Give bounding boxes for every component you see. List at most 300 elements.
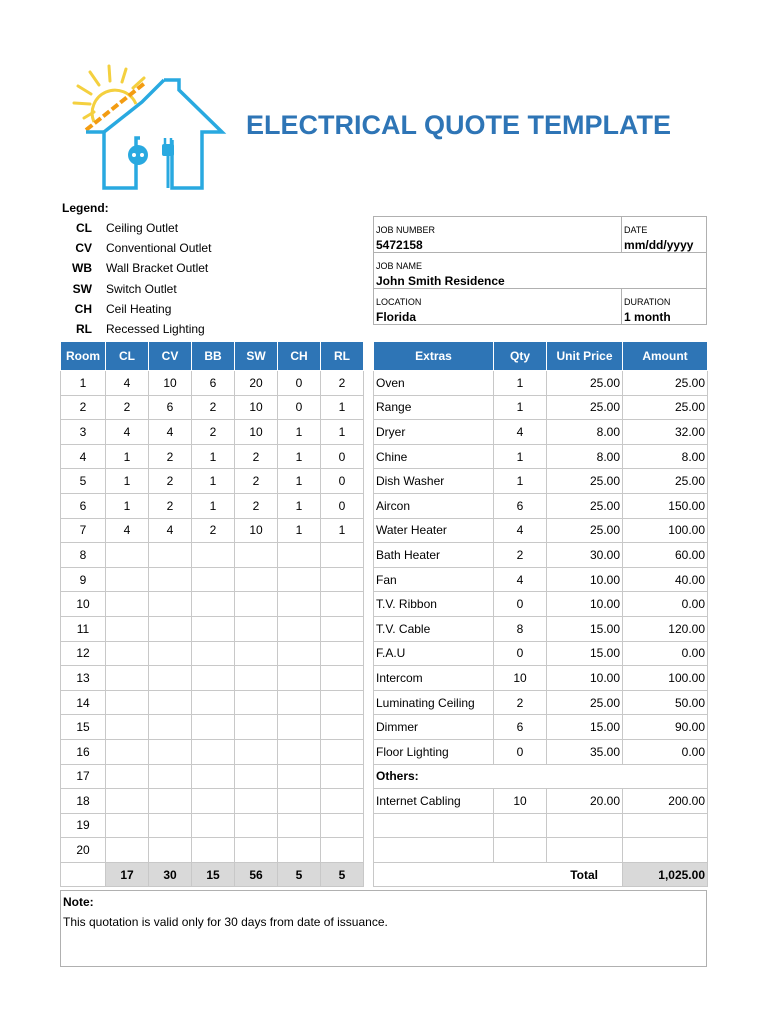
column-header: CH: [278, 342, 321, 371]
room-number-cell: 13: [61, 666, 106, 691]
legend-item: [62, 299, 211, 319]
column-header: CV: [149, 342, 192, 371]
count-cell[interactable]: [278, 764, 321, 789]
count-cell[interactable]: 2: [192, 395, 235, 420]
count-cell[interactable]: [321, 715, 364, 740]
count-cell[interactable]: [321, 789, 364, 814]
amount-cell[interactable]: 0.00: [623, 641, 708, 666]
table-row: [374, 592, 708, 617]
qty-cell[interactable]: 4: [494, 420, 547, 445]
count-cell[interactable]: 4: [149, 420, 192, 445]
extra-item-cell[interactable]: T.V. Cable: [374, 616, 494, 641]
count-cell[interactable]: 10: [235, 395, 278, 420]
count-cell[interactable]: 1: [278, 493, 321, 518]
count-cell[interactable]: [192, 641, 235, 666]
legend-desc: Ceil Heating: [106, 301, 172, 316]
duration-value: 1 month: [624, 310, 671, 324]
count-cell[interactable]: [192, 592, 235, 617]
room-number-cell: 4: [61, 444, 106, 469]
amount-cell[interactable]: 200.00: [623, 789, 708, 814]
legend-code: CH: [74, 301, 92, 316]
qty-cell[interactable]: 2: [494, 543, 547, 568]
count-cell[interactable]: [106, 616, 149, 641]
table-row: [61, 789, 364, 814]
count-cell[interactable]: [235, 838, 278, 863]
count-cell[interactable]: 4: [149, 518, 192, 543]
count-cell[interactable]: 1: [278, 518, 321, 543]
count-cell[interactable]: [106, 764, 149, 789]
amount-cell[interactable]: 100.00: [623, 666, 708, 691]
qty-cell[interactable]: [494, 838, 547, 863]
unit-price-cell[interactable]: 25.00: [547, 371, 623, 396]
extra-item-cell[interactable]: Internet Cabling: [374, 789, 494, 814]
legend-desc: Recessed Lighting: [106, 322, 205, 337]
count-cell[interactable]: [106, 567, 149, 592]
amount-cell[interactable]: 120.00: [623, 616, 708, 641]
count-cell[interactable]: [235, 616, 278, 641]
column-header: SW: [235, 342, 278, 371]
column-header: Room: [61, 342, 106, 371]
count-cell[interactable]: [192, 690, 235, 715]
total-cell: 5: [321, 862, 364, 887]
count-cell[interactable]: 1: [192, 469, 235, 494]
count-cell[interactable]: [235, 739, 278, 764]
legend-item: [62, 218, 211, 238]
legend: [62, 218, 211, 339]
count-cell[interactable]: 2: [321, 371, 364, 396]
count-cell[interactable]: 2: [149, 493, 192, 518]
count-cell[interactable]: [235, 764, 278, 789]
count-cell[interactable]: [278, 690, 321, 715]
count-cell[interactable]: [106, 739, 149, 764]
count-cell[interactable]: [321, 567, 364, 592]
table-row: [61, 444, 364, 469]
table-row: [61, 764, 364, 789]
table-row: [61, 813, 364, 838]
amount-cell[interactable]: [623, 838, 708, 863]
column-header: Amount: [623, 342, 708, 371]
legend-code: WB: [72, 261, 92, 276]
count-cell[interactable]: [235, 567, 278, 592]
note-title: Note:: [63, 895, 94, 909]
legend-title: Legend:: [62, 201, 109, 215]
room-number-cell: 5: [61, 469, 106, 494]
count-cell[interactable]: [278, 813, 321, 838]
count-cell[interactable]: 1: [321, 420, 364, 445]
count-cell[interactable]: [106, 666, 149, 691]
room-number-cell: 2: [61, 395, 106, 420]
count-cell[interactable]: [278, 641, 321, 666]
count-cell[interactable]: [321, 813, 364, 838]
extra-item-cell[interactable]: T.V. Ribbon: [374, 592, 494, 617]
count-cell[interactable]: [106, 592, 149, 617]
amount-cell[interactable]: 0.00: [623, 739, 708, 764]
legend-desc: Wall Bracket Outlet: [106, 261, 209, 276]
qty-cell[interactable]: 0: [494, 641, 547, 666]
count-cell[interactable]: 1: [278, 420, 321, 445]
table-row: [374, 715, 708, 740]
room-number-cell: 8: [61, 543, 106, 568]
count-cell[interactable]: 2: [106, 395, 149, 420]
extra-item-cell[interactable]: Dimmer: [374, 715, 494, 740]
amount-cell[interactable]: 50.00: [623, 690, 708, 715]
table-row: [374, 616, 708, 641]
count-cell[interactable]: [235, 789, 278, 814]
table-row: [374, 838, 708, 863]
extra-item-cell[interactable]: Dish Washer: [374, 469, 494, 494]
page-title: ELECTRICAL QUOTE TEMPLATE: [246, 110, 671, 140]
count-cell[interactable]: 1: [278, 444, 321, 469]
job-number-value: 5472158: [376, 238, 423, 252]
job-number-cell[interactable]: [374, 217, 622, 253]
extra-item-cell[interactable]: Bath Heater: [374, 543, 494, 568]
count-cell[interactable]: [278, 715, 321, 740]
table-row: [61, 838, 364, 863]
date-cell[interactable]: [622, 217, 707, 253]
amount-cell[interactable]: 60.00: [623, 543, 708, 568]
count-cell[interactable]: [192, 666, 235, 691]
table-row: [61, 666, 364, 691]
count-cell[interactable]: 4: [106, 420, 149, 445]
extra-item-cell[interactable]: [374, 813, 494, 838]
extra-item-cell[interactable]: Aircon: [374, 493, 494, 518]
unit-price-cell[interactable]: [547, 813, 623, 838]
count-cell[interactable]: 0: [278, 395, 321, 420]
amount-cell[interactable]: 25.00: [623, 395, 708, 420]
unit-price-cell[interactable]: 8.00: [547, 420, 623, 445]
amount-cell[interactable]: 0.00: [623, 592, 708, 617]
table-row: [374, 493, 708, 518]
count-cell[interactable]: [149, 616, 192, 641]
table-row: [374, 789, 708, 814]
count-cell[interactable]: [278, 592, 321, 617]
column-header: RL: [321, 342, 364, 371]
company-logo: [64, 60, 239, 200]
room-number-cell: 1: [61, 371, 106, 396]
duration-label: DURATION: [624, 297, 671, 307]
extra-item-cell[interactable]: Floor Lighting: [374, 739, 494, 764]
count-cell[interactable]: 1: [278, 469, 321, 494]
extra-item-cell[interactable]: F.A.U: [374, 641, 494, 666]
count-cell[interactable]: 1: [192, 444, 235, 469]
count-cell[interactable]: [149, 567, 192, 592]
unit-price-cell[interactable]: 25.00: [547, 518, 623, 543]
count-cell[interactable]: [278, 567, 321, 592]
count-cell[interactable]: [192, 616, 235, 641]
unit-price-cell[interactable]: 10.00: [547, 567, 623, 592]
qty-cell[interactable]: 1: [494, 371, 547, 396]
count-cell[interactable]: 2: [192, 518, 235, 543]
location-cell[interactable]: [374, 289, 622, 325]
count-cell[interactable]: [192, 789, 235, 814]
count-cell[interactable]: [106, 789, 149, 814]
unit-price-cell[interactable]: 30.00: [547, 543, 623, 568]
table-row: [61, 518, 364, 543]
count-cell[interactable]: 2: [149, 444, 192, 469]
duration-cell[interactable]: [622, 289, 707, 325]
table-row: [61, 592, 364, 617]
column-header: Qty: [494, 342, 547, 371]
count-cell[interactable]: [149, 789, 192, 814]
total-cell: 56: [235, 862, 278, 887]
extra-item-cell[interactable]: Luminating Ceiling: [374, 690, 494, 715]
count-cell[interactable]: 10: [235, 518, 278, 543]
count-cell[interactable]: [106, 690, 149, 715]
table-row: [61, 371, 364, 396]
extra-item-cell[interactable]: Oven: [374, 371, 494, 396]
count-cell[interactable]: [235, 592, 278, 617]
legend-desc: Conventional Outlet: [106, 241, 212, 256]
table-row: [61, 715, 364, 740]
unit-price-cell[interactable]: [547, 838, 623, 863]
extra-item-cell[interactable]: Dryer: [374, 420, 494, 445]
count-cell[interactable]: 0: [321, 493, 364, 518]
count-cell[interactable]: [106, 641, 149, 666]
room-number-cell: 6: [61, 493, 106, 518]
unit-price-cell[interactable]: 15.00: [547, 715, 623, 740]
legend-item: [62, 319, 211, 339]
count-cell[interactable]: 0: [278, 371, 321, 396]
count-cell[interactable]: [235, 715, 278, 740]
unit-price-cell[interactable]: 35.00: [547, 739, 623, 764]
room-number-cell: 11: [61, 616, 106, 641]
count-cell[interactable]: 1: [106, 493, 149, 518]
count-cell[interactable]: [278, 789, 321, 814]
unit-price-cell[interactable]: 20.00: [547, 789, 623, 814]
job-name-label: JOB NAME: [376, 261, 423, 271]
count-cell[interactable]: [235, 666, 278, 691]
count-cell[interactable]: 4: [106, 371, 149, 396]
room-number-cell: 14: [61, 690, 106, 715]
count-cell[interactable]: 20: [235, 371, 278, 396]
table-row: [374, 641, 708, 666]
count-cell[interactable]: [278, 838, 321, 863]
count-cell[interactable]: [106, 813, 149, 838]
count-cell[interactable]: [192, 567, 235, 592]
total-value: 1,025.00: [623, 862, 708, 887]
count-cell[interactable]: [235, 543, 278, 568]
total-cell: 5: [278, 862, 321, 887]
extra-item-cell[interactable]: Water Heater: [374, 518, 494, 543]
count-cell[interactable]: 6: [192, 371, 235, 396]
location-label: LOCATION: [376, 297, 422, 307]
count-cell[interactable]: 1: [321, 395, 364, 420]
room-number-cell: 19: [61, 813, 106, 838]
unit-price-cell[interactable]: 8.00: [547, 444, 623, 469]
unit-price-cell[interactable]: 25.00: [547, 469, 623, 494]
count-cell[interactable]: [149, 666, 192, 691]
table-row: [374, 371, 708, 396]
count-cell[interactable]: [106, 838, 149, 863]
qty-cell[interactable]: 1: [494, 444, 547, 469]
count-cell[interactable]: [278, 666, 321, 691]
amount-cell[interactable]: 25.00: [623, 469, 708, 494]
count-cell[interactable]: 1: [106, 444, 149, 469]
room-number-cell: 3: [61, 420, 106, 445]
count-cell[interactable]: 10: [149, 371, 192, 396]
qty-cell[interactable]: 0: [494, 739, 547, 764]
column-header: CL: [106, 342, 149, 371]
count-cell[interactable]: [235, 813, 278, 838]
count-cell[interactable]: [192, 739, 235, 764]
table-row: [374, 666, 708, 691]
room-number-cell: 10: [61, 592, 106, 617]
count-cell[interactable]: 2: [235, 444, 278, 469]
count-cell[interactable]: [149, 592, 192, 617]
amount-cell[interactable]: [623, 813, 708, 838]
room-number-cell: 15: [61, 715, 106, 740]
table-row: [61, 395, 364, 420]
unit-price-cell[interactable]: 15.00: [547, 616, 623, 641]
others-label: Others:: [374, 764, 708, 789]
qty-cell[interactable]: 0: [494, 592, 547, 617]
total-label: Total: [374, 862, 623, 887]
amount-cell[interactable]: 100.00: [623, 518, 708, 543]
amount-cell[interactable]: 32.00: [623, 420, 708, 445]
room-number-cell: 18: [61, 789, 106, 814]
count-cell[interactable]: 2: [235, 469, 278, 494]
table-row: [374, 739, 708, 764]
extra-item-cell[interactable]: Intercom: [374, 666, 494, 691]
count-cell[interactable]: [149, 715, 192, 740]
table-row: [61, 690, 364, 715]
count-cell[interactable]: [321, 666, 364, 691]
qty-cell[interactable]: 8: [494, 616, 547, 641]
room-number-cell: 7: [61, 518, 106, 543]
legend-code: CV: [75, 241, 92, 256]
count-cell[interactable]: [321, 764, 364, 789]
count-cell[interactable]: [235, 690, 278, 715]
table-row: [374, 469, 708, 494]
total-row: [374, 862, 708, 887]
extra-item-cell[interactable]: Chine: [374, 444, 494, 469]
job-name-cell[interactable]: [374, 253, 707, 289]
legend-item: [62, 279, 211, 299]
table-row: [374, 444, 708, 469]
unit-price-cell[interactable]: 10.00: [547, 666, 623, 691]
legend-code: RL: [76, 322, 92, 337]
table-row: [374, 813, 708, 838]
count-cell[interactable]: [235, 641, 278, 666]
room-number-cell: 17: [61, 764, 106, 789]
amount-cell[interactable]: 90.00: [623, 715, 708, 740]
count-cell[interactable]: 1: [106, 469, 149, 494]
count-cell[interactable]: [149, 739, 192, 764]
count-cell[interactable]: 1: [321, 518, 364, 543]
count-cell[interactable]: 2: [192, 420, 235, 445]
table-row: [374, 420, 708, 445]
count-cell[interactable]: 0: [321, 444, 364, 469]
extra-item-cell[interactable]: Range: [374, 395, 494, 420]
count-cell[interactable]: 6: [149, 395, 192, 420]
count-cell[interactable]: [192, 813, 235, 838]
amount-cell[interactable]: 25.00: [623, 371, 708, 396]
count-cell[interactable]: 10: [235, 420, 278, 445]
count-cell[interactable]: 0: [321, 469, 364, 494]
count-cell[interactable]: [192, 543, 235, 568]
room-number-cell: 16: [61, 739, 106, 764]
amount-cell[interactable]: 150.00: [623, 493, 708, 518]
table-row: [61, 420, 364, 445]
count-cell[interactable]: [192, 838, 235, 863]
count-cell[interactable]: [106, 715, 149, 740]
unit-price-cell[interactable]: 25.00: [547, 493, 623, 518]
count-cell[interactable]: [278, 739, 321, 764]
table-row: [61, 641, 364, 666]
count-cell[interactable]: 4: [106, 518, 149, 543]
total-cell: 17: [106, 862, 149, 887]
job-name-value: John Smith Residence: [376, 274, 505, 288]
amount-cell[interactable]: 40.00: [623, 567, 708, 592]
others-row: [374, 764, 708, 789]
count-cell[interactable]: [106, 543, 149, 568]
qty-cell[interactable]: 2: [494, 690, 547, 715]
qty-cell[interactable]: 1: [494, 395, 547, 420]
table-row: [374, 395, 708, 420]
house-plug-sun-logo-icon: [64, 60, 239, 200]
count-cell[interactable]: 2: [235, 493, 278, 518]
count-cell[interactable]: [149, 764, 192, 789]
count-cell[interactable]: [321, 592, 364, 617]
location-value: Florida: [376, 310, 417, 324]
count-cell[interactable]: [192, 764, 235, 789]
count-cell[interactable]: [321, 690, 364, 715]
count-cell[interactable]: [192, 715, 235, 740]
qty-cell[interactable]: 10: [494, 666, 547, 691]
qty-cell[interactable]: 6: [494, 715, 547, 740]
count-cell[interactable]: [321, 543, 364, 568]
qty-cell[interactable]: 1: [494, 469, 547, 494]
extra-item-cell[interactable]: Fan: [374, 567, 494, 592]
table-row: [61, 469, 364, 494]
count-cell[interactable]: [149, 543, 192, 568]
count-cell[interactable]: [278, 543, 321, 568]
count-cell[interactable]: 1: [192, 493, 235, 518]
count-cell[interactable]: [321, 838, 364, 863]
amount-cell[interactable]: 8.00: [623, 444, 708, 469]
count-cell[interactable]: [321, 641, 364, 666]
table-row: [61, 543, 364, 568]
table-row: [374, 543, 708, 568]
table-row: [61, 739, 364, 764]
unit-price-cell[interactable]: 25.00: [547, 395, 623, 420]
count-cell[interactable]: [321, 616, 364, 641]
unit-price-cell[interactable]: 15.00: [547, 641, 623, 666]
unit-price-cell[interactable]: 10.00: [547, 592, 623, 617]
qty-cell[interactable]: 4: [494, 567, 547, 592]
count-cell[interactable]: [149, 641, 192, 666]
count-cell[interactable]: [149, 838, 192, 863]
count-cell[interactable]: [149, 813, 192, 838]
legend-item: [62, 238, 211, 258]
note-box[interactable]: [60, 890, 707, 967]
totals-row: [61, 862, 364, 887]
count-cell[interactable]: [321, 739, 364, 764]
qty-cell[interactable]: [494, 813, 547, 838]
table-row: [61, 493, 364, 518]
qty-cell[interactable]: 6: [494, 493, 547, 518]
column-header: BB: [192, 342, 235, 371]
table-row: [61, 567, 364, 592]
unit-price-cell[interactable]: 25.00: [547, 690, 623, 715]
qty-cell[interactable]: 10: [494, 789, 547, 814]
count-cell[interactable]: [149, 690, 192, 715]
extras-table: [373, 341, 708, 887]
extra-item-cell[interactable]: [374, 838, 494, 863]
count-cell[interactable]: [278, 616, 321, 641]
qty-cell[interactable]: 4: [494, 518, 547, 543]
count-cell[interactable]: 2: [149, 469, 192, 494]
